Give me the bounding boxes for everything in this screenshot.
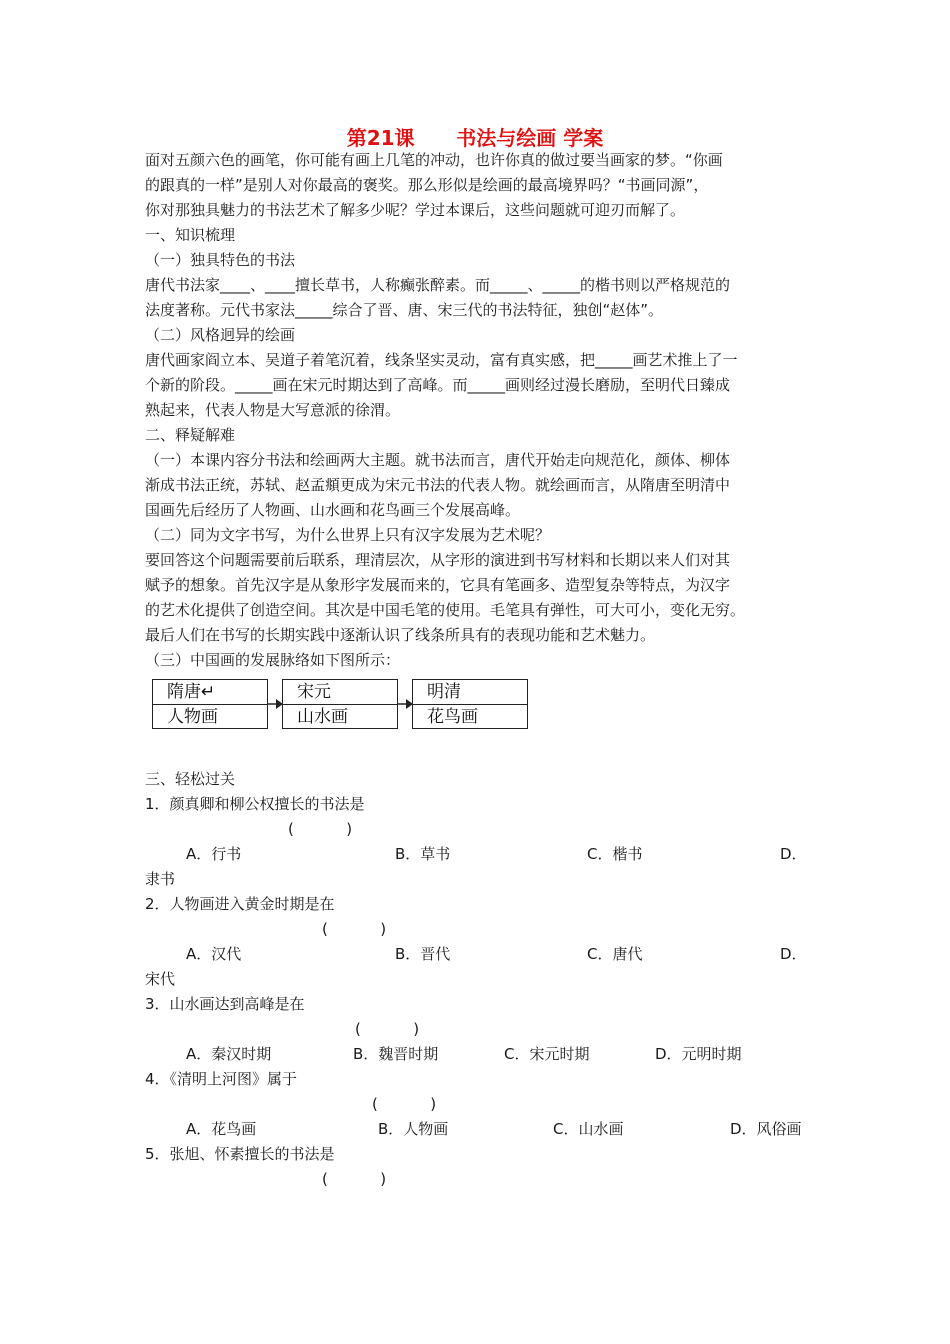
option-c: C．楷书 <box>587 845 643 863</box>
question-5: 5．张旭、怀素擅长的书法是 <box>145 1145 335 1163</box>
option-c: C．山水画 <box>553 1120 624 1138</box>
answer-blank[interactable]: ( ) <box>322 920 387 938</box>
painting-line-3: 熟起来，代表人物是大写意派的徐渭。 <box>145 401 401 419</box>
question-3: 3．山水画达到高峰是在 <box>145 995 305 1013</box>
option-d: D． <box>780 845 807 863</box>
option-a: A．花鸟画 <box>186 1120 257 1138</box>
painting-line-2: 个新的阶段。_____画在宋元时期达到了高峰。而_____画则经过漫长磨励，至明代日臻成 <box>145 376 731 394</box>
answer-blank[interactable]: ( ) <box>372 1095 437 1113</box>
intro-line-2: 的跟真的一样”是别人对你最高的褒奖。那么形似是绘画的最高境界吗？“书画同源”， <box>145 176 709 194</box>
option-a: A．秦汉时期 <box>186 1045 272 1063</box>
diagram-period-label: 隋唐↵ <box>153 680 267 705</box>
option-c: C．宋元时期 <box>504 1045 590 1063</box>
option-a: A．行书 <box>186 845 242 863</box>
intro-line-3: 你对那独具魅力的书法艺术了解多少呢？学过本课后，这些问题就可迎刃而解了。 <box>145 201 686 219</box>
calligraphy-line-1: 唐代书法家____、____擅长草书，人称癫张醉素。而_____、_____的楷书则以严格规范的 <box>145 276 731 294</box>
diagram-genre-label: 山水画 <box>297 707 348 727</box>
explanation-question-2: （二）同为文字书写，为什么世界上只有汉字发展为艺术呢？ <box>145 526 551 544</box>
subheading-painting: （二）风格迥异的绘画 <box>145 326 296 344</box>
diagram-period-label: 宋元 <box>283 680 397 705</box>
answer-blank[interactable]: ( ) <box>288 820 353 838</box>
explanation-p2-line-3: 的艺术化提供了创造空间。其次是中国毛笔的使用。毛笔具有弹性，可大可小，变化无穷。 <box>145 601 746 619</box>
option-d-wrap: 宋代 <box>145 970 176 988</box>
explanation-p1-line-1: （一）本课内容分书法和绘画两大主题。就书法而言，唐代开始走向规范化，颜体、柳体 <box>145 451 731 469</box>
intro-line-1: 面对五颜六色的画笔，你可能有画上几笔的冲动，也许你真的做过要当画家的梦。“你画 <box>145 151 723 169</box>
option-b: B．人物画 <box>378 1120 449 1138</box>
option-d: D．风俗画 <box>730 1120 802 1138</box>
arrow-right-icon <box>268 698 284 710</box>
option-b: B．魏晋时期 <box>353 1045 439 1063</box>
option-d: D．元明时期 <box>655 1045 742 1063</box>
diagram-box-ming-qing <box>412 679 528 729</box>
page-title: 第21课 书法与绘画 学案 <box>346 126 604 150</box>
diagram-box-song-yuan <box>282 679 398 729</box>
option-b: B．草书 <box>395 845 451 863</box>
option-d-wrap: 隶书 <box>145 870 176 888</box>
option-c: C．唐代 <box>587 945 643 963</box>
calligraphy-line-2: 法度著称。元代书家法_____综合了晋、唐、宋三代的书法特征，独创“赵体”。 <box>145 301 664 319</box>
question-4: 4．《清明上河图》属于 <box>145 1070 298 1088</box>
explanation-p2-line-1: 要回答这个问题需要前后联系，理清层次，从字形的演进到书写材料和长期以来人们对其 <box>145 551 731 569</box>
explanation-p3: （三）中国画的发展脉络如下图所示： <box>145 651 401 669</box>
section-heading-knowledge: 一、知识梳理 <box>145 226 236 244</box>
diagram-genre-label: 花鸟画 <box>427 707 478 727</box>
question-1: 1．颜真卿和柳公权擅长的书法是 <box>145 795 365 813</box>
diagram-genre-label: 人物画 <box>167 707 218 727</box>
explanation-p2-line-2: 赋予的想象。首先汉字是从象形字发展而来的，它具有笔画多、造型复杂等特点，为汉字 <box>145 576 731 594</box>
question-2: 2．人物画进入黄金时期是在 <box>145 895 335 913</box>
option-a: A．汉代 <box>186 945 242 963</box>
explanation-p1-line-3: 国画先后经历了人物画、山水画和花鸟画三个发展高峰。 <box>145 501 521 519</box>
subheading-calligraphy: （一）独具特色的书法 <box>145 251 296 269</box>
option-b: B．晋代 <box>395 945 451 963</box>
arrow-right-icon <box>398 698 414 710</box>
painting-line-1: 唐代画家阎立本、吴道子着笔沉着，线条坚实灵动，富有真实感，把_____画艺术推上了一 <box>145 351 738 369</box>
option-d: D． <box>780 945 807 963</box>
diagram-box-sui-tang <box>152 679 268 729</box>
section-heading-explanation: 二、释疑解难 <box>145 426 236 444</box>
diagram-period-label: 明清 <box>413 680 527 705</box>
explanation-p1-line-2: 渐成书法正统，苏轼、赵孟頫更成为宋元书法的代表人物。就绘画而言，从隋唐至明清中 <box>145 476 731 494</box>
answer-blank[interactable]: ( ) <box>322 1170 387 1188</box>
answer-blank[interactable]: ( ) <box>355 1020 420 1038</box>
section-heading-exercises: 三、轻松过关 <box>145 770 236 788</box>
explanation-p2-line-4: 最后人们在书写的长期实践中逐渐认识了线条所具有的表现功能和艺术魅力。 <box>145 626 656 644</box>
